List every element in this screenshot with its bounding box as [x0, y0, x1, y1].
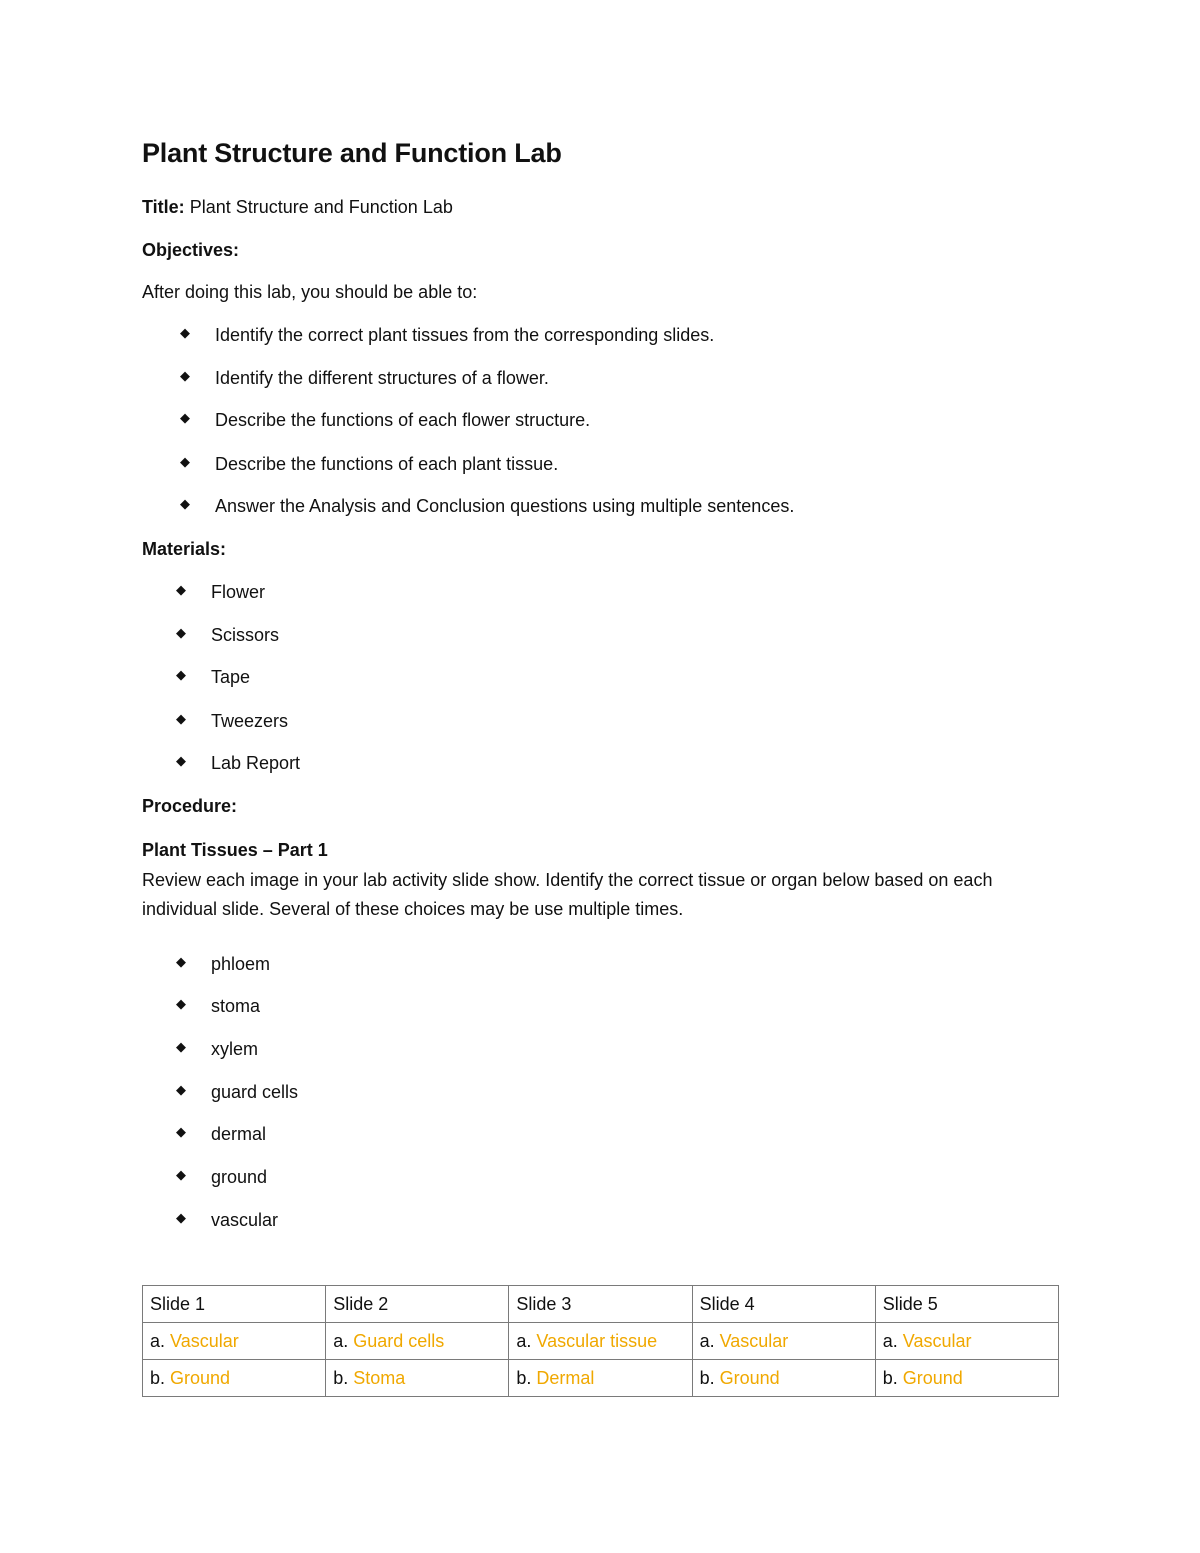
objective-text: Answer the Analysis and Conclusion questions using multiple sentences. [215, 496, 795, 516]
material-text: Scissors [211, 625, 280, 645]
materials-heading: Materials: [142, 539, 227, 559]
document-title: Plant Structure and Function Lab [142, 138, 562, 168]
row-prefix: b. [699, 1367, 715, 1388]
table-cell [875, 1360, 1058, 1397]
table-header-cell: Slide 4 [692, 1286, 875, 1323]
answer-text: Ground [902, 1367, 963, 1388]
objective-text: Describe the functions of each plant tissue. [215, 454, 559, 474]
material-text: Tape [211, 667, 251, 687]
choice-text: vascular [211, 1210, 279, 1230]
diamond-bullet-icon: ◆ [176, 954, 186, 969]
table-header-cell: Slide 3 [509, 1286, 692, 1323]
table-cell [326, 1323, 509, 1360]
slides-table [142, 1285, 1059, 1397]
row-prefix: b. [882, 1367, 898, 1388]
table-row [143, 1323, 1059, 1360]
choice-text: stoma [211, 996, 261, 1016]
objectives-heading: Objectives: [142, 240, 240, 260]
title-line [142, 197, 453, 218]
choice-text: guard cells [211, 1082, 299, 1102]
table-cell [692, 1323, 875, 1360]
choice-text: xylem [211, 1039, 259, 1059]
title-value: Plant Structure and Function Lab [189, 197, 453, 217]
diamond-bullet-icon: ◆ [176, 625, 186, 640]
answer-text: Ground [170, 1367, 231, 1388]
table-header-cell: Slide 2 [326, 1286, 509, 1323]
objectives-intro: After doing this lab, you should be able to: [142, 282, 478, 302]
table-header-row [143, 1286, 1059, 1323]
part1-instructions: Review each image in your lab activity slide show. Identify the correct tissue or organ below based on each individual slide. Several of these choices may be use multiple times. [142, 870, 993, 919]
table-header-cell: Slide 5 [875, 1286, 1058, 1323]
choice-text: phloem [211, 954, 271, 974]
table-cell [509, 1360, 692, 1397]
row-prefix: b. [150, 1367, 166, 1388]
diamond-bullet-icon: ◆ [180, 496, 190, 511]
material-text: Flower [211, 582, 266, 602]
material-text: Lab Report [211, 753, 301, 773]
row-prefix: a. [882, 1330, 898, 1351]
diamond-bullet-icon: ◆ [176, 711, 186, 726]
procedure-heading: Procedure: [142, 796, 238, 816]
table-cell [326, 1360, 509, 1397]
choice-text: ground [211, 1167, 268, 1187]
objective-text: Identify the correct plant tissues from the corresponding slides. [215, 325, 715, 345]
table-cell [692, 1360, 875, 1397]
diamond-bullet-icon: ◆ [176, 667, 186, 682]
diamond-bullet-icon: ◆ [180, 325, 190, 340]
answer-text: Dermal [536, 1367, 595, 1388]
row-prefix: a. [150, 1330, 166, 1351]
answer-text: Guard cells [353, 1330, 445, 1351]
title-label: Title: [142, 197, 185, 217]
row-prefix: b. [333, 1367, 349, 1388]
diamond-bullet-icon: ◆ [176, 753, 186, 768]
diamond-bullet-icon: ◆ [180, 410, 190, 425]
row-prefix: b. [516, 1367, 532, 1388]
diamond-bullet-icon: ◆ [180, 454, 190, 469]
diamond-bullet-icon: ◆ [176, 1124, 186, 1139]
objective-text: Describe the functions of each flower structure. [215, 410, 591, 430]
diamond-bullet-icon: ◆ [176, 996, 186, 1011]
choice-text: dermal [211, 1124, 267, 1144]
table-header-cell: Slide 1 [143, 1286, 326, 1323]
table-cell [143, 1360, 326, 1397]
diamond-bullet-icon: ◆ [180, 368, 190, 383]
row-prefix: a. [333, 1330, 349, 1351]
diamond-bullet-icon: ◆ [176, 1210, 186, 1225]
table-cell [143, 1323, 326, 1360]
material-text: Tweezers [211, 711, 289, 731]
diamond-bullet-icon: ◆ [176, 1167, 186, 1182]
answer-text: Vascular [719, 1330, 789, 1351]
row-prefix: a. [516, 1330, 532, 1351]
answer-text: Ground [719, 1367, 780, 1388]
diamond-bullet-icon: ◆ [176, 1082, 186, 1097]
row-prefix: a. [699, 1330, 715, 1351]
diamond-bullet-icon: ◆ [176, 582, 186, 597]
answer-text: Stoma [353, 1367, 406, 1388]
diamond-bullet-icon: ◆ [176, 1039, 186, 1054]
table-cell [509, 1323, 692, 1360]
answer-text: Vascular tissue [536, 1330, 658, 1351]
table-cell [875, 1323, 1058, 1360]
answer-text: Vascular [902, 1330, 972, 1351]
table-row [143, 1360, 1059, 1397]
objective-text: Identify the different structures of a flower. [215, 368, 549, 388]
answer-text: Vascular [170, 1330, 239, 1351]
part1-heading: Plant Tissues – Part 1 [142, 840, 328, 860]
